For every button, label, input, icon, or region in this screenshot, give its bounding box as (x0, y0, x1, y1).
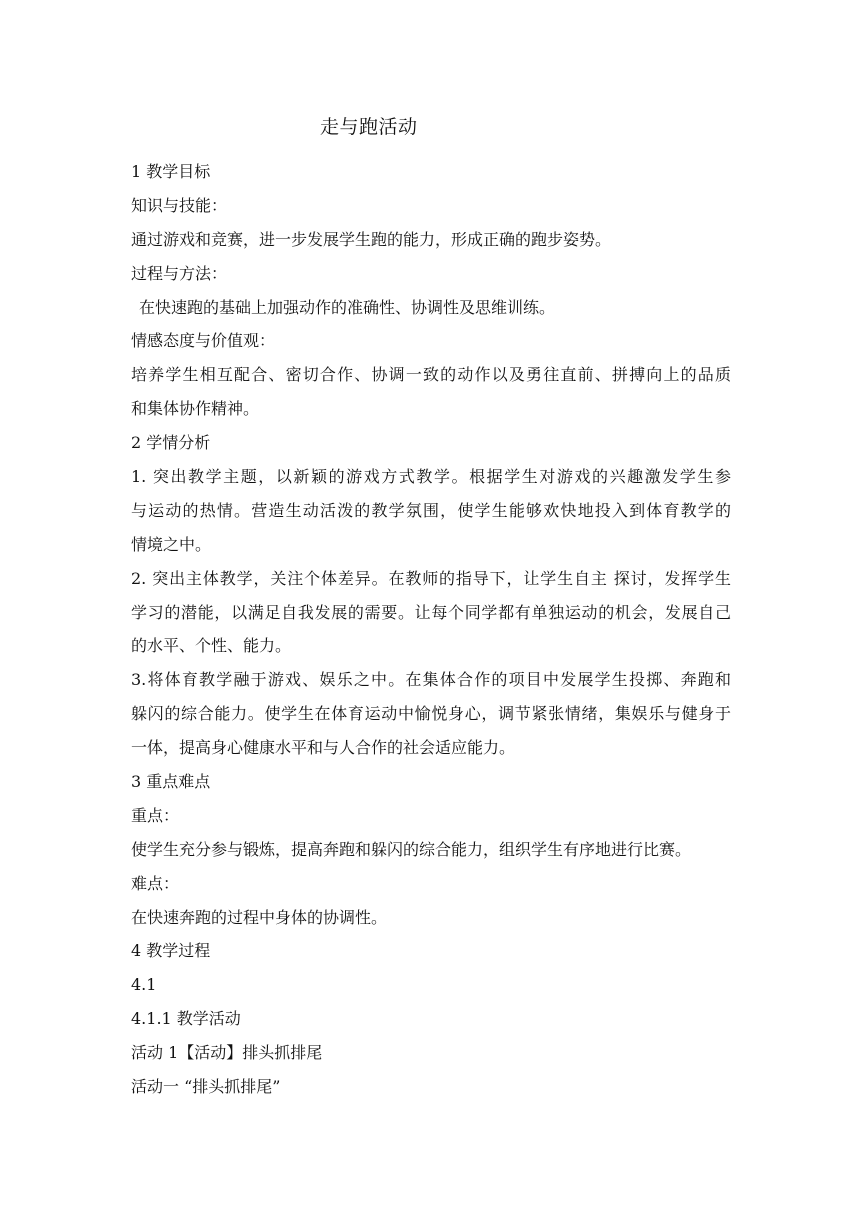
document-body (131, 155, 731, 1104)
paragraph-line: 培养学生相互配合、密切合作、协调一致的动作以及勇往直前、拼搏向上的品质 (131, 365, 731, 385)
paragraph-line: 一体，提高身心健康水平和与人合作的社会适应能力。 (131, 738, 516, 758)
paragraph-line: 情境之中。 (131, 534, 212, 554)
paragraph-line: 3.将体育教学融于游戏、娱乐之中。在集体合作的项目中发展学生投掷、奔跑和 (131, 670, 731, 690)
paragraph-line: 1. 突出教学主题，以新颖的游戏方式教学。根据学生对游戏的兴趣激发学生参 (131, 467, 731, 487)
paragraph-line: 在快速奔跑的过程中身体的协调性。 (131, 907, 388, 927)
paragraph-line: 2. 突出主体教学，关注个体差异。在教师的指导下，让学生自主 探讨，发挥学生 (131, 568, 731, 588)
section-heading-key-points: 3 重点难点 (131, 772, 211, 792)
paragraph-line: 通过游戏和竞赛，进一步发展学生跑的能力，形成正确的跑步姿势。 (131, 229, 612, 249)
subheading-difficulty: 难点： (131, 873, 180, 893)
paragraph-line: 学习的潜能，以满足自我发展的需要。让每个同学都有单独运动的机会，发展自己 (131, 602, 731, 622)
paragraph-line: 使学生充分参与锻炼，提高奔跑和躲闪的综合能力，组织学生有序地进行比赛。 (131, 839, 692, 859)
subheading-knowledge-skills: 知识与技能： (131, 195, 228, 215)
activity-title: 活动一 “排头抓排尾” (131, 1077, 281, 1097)
paragraph-line: 在快速跑的基础上加强动作的准确性、协调性及思维训练。 (139, 297, 556, 317)
subheading-key: 重点： (131, 805, 180, 825)
paragraph-line: 躲闪的综合能力。使学生在体育运动中愉悦身心，调节紧张情绪，集娱乐与健身于 (131, 704, 731, 724)
paragraph-line: 的水平、个性、能力。 (131, 636, 292, 656)
activity-heading: 活动 1【活动】排头抓排尾 (131, 1043, 323, 1063)
subheading-process-method: 过程与方法： (131, 263, 228, 283)
subheading-attitude-values: 情感态度与价值观： (131, 331, 276, 351)
subsection-heading: 4.1.1 教学活动 (131, 1009, 241, 1029)
section-heading-process: 4 教学过程 (131, 941, 211, 961)
subsection-number: 4.1 (131, 975, 157, 995)
section-heading-objectives: 1 教学目标 (131, 162, 211, 181)
paragraph-line: 与运动的热情。营造生动活泼的教学氛围，使学生能够欢快地投入到体育教学的 (131, 500, 731, 520)
paragraph-line: 和集体协作精神。 (131, 399, 260, 419)
document-title: 走与跑活动 (320, 116, 418, 138)
section-heading-analysis: 2 学情分析 (131, 433, 211, 453)
